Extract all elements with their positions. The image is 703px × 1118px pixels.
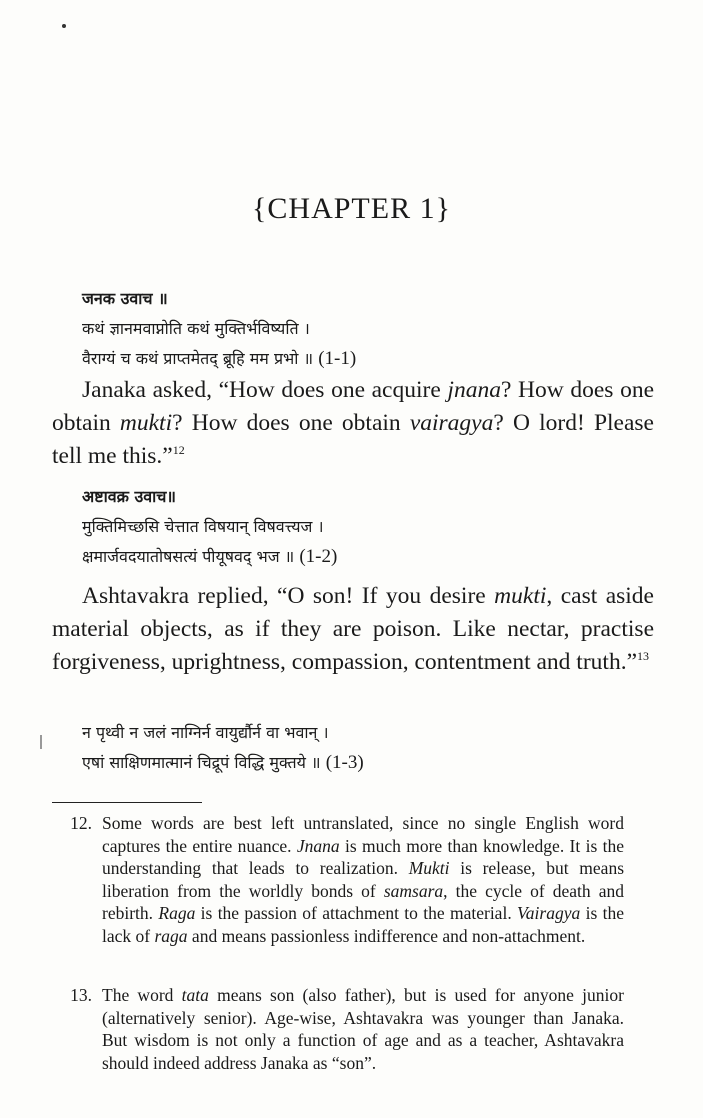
italic-term: mukti: [119, 410, 173, 436]
verse-speaker-janaka: जनक उवाच ॥: [82, 289, 168, 308]
verse-line: [52, 748, 654, 778]
verse-reference: (1-3): [325, 752, 364, 773]
italic-term: vairagya: [409, 410, 494, 436]
italic-term: Mukti: [408, 858, 450, 878]
translation-paragraph-2: [52, 580, 654, 679]
page-speck: [62, 24, 66, 28]
footnote-divider: [52, 802, 202, 803]
italic-term: samsara: [383, 880, 444, 901]
footnote-text: Some words are best left untranslated, since no single English word captures the entire nuance. Jnana is much more than knowledge. It is the understanding that leads to realization. Mukti is release, but means liberation from the worldly bonds of samsara, the cycle of death and rebirth. Raga is the passion of attachment to the material. Vairagya is the lack of raga and means passionless indifference and non-attachment.: [102, 813, 625, 946]
verse-text: वैराग्यं च कथं प्राप्तमेतद् ब्रूहि मम प्रभो ॥: [82, 349, 314, 368]
verse-reference: (1-2): [299, 546, 338, 567]
italic-term: Raga: [158, 903, 196, 923]
footnote-13: [52, 984, 624, 1074]
verse-line: न पृथ्वी न जलं नाग्निर्न वायुर्द्यौर्न वा भवान् ।: [82, 723, 329, 742]
footnote-text: The word tata means son (also father), but is used for anyone junior (alternatively senior). Age-wise, Ashtavakra was younger than Janaka. But wisdom is not only a function of age and as a teacher, Ashtavakra should indeed address Janaka as “son”.: [102, 985, 624, 1073]
footnote-number: 13.: [70, 985, 92, 1005]
footnote-number: 12.: [70, 813, 92, 833]
prose-text: , cast aside material objects, as if they are poison. Like nectar, practise forgiveness, uprightness, compassion, contentment and truth.”: [52, 583, 654, 675]
footnote-marker: 12: [172, 443, 185, 457]
footnote-marker: 13: [637, 649, 649, 663]
verse-line: कथं ज्ञानमवाप्नोति कथं मुक्तिर्भविष्यति ।: [82, 319, 310, 338]
verse-line: [52, 542, 654, 572]
verse-text: एषां साक्षिणमात्मानं चिद्रूपं विद्धि मुक्तये ॥: [82, 753, 321, 772]
verse-1-3: [52, 718, 654, 778]
italic-term: raga: [154, 925, 188, 946]
scan-edge-mark: [40, 735, 42, 749]
prose-text: Janaka asked, “How does one acquire: [82, 377, 448, 403]
verse-text: क्षमार्जवदयातोषसत्यं पीयूषवद् भज ॥: [82, 547, 295, 566]
translation-paragraph-1: [52, 374, 654, 473]
italic-term: jnana: [447, 377, 501, 403]
chapter-title: {CHAPTER 1}: [252, 192, 451, 225]
verse-reference: (1-1): [318, 348, 357, 369]
italic-term: mukti: [494, 583, 547, 609]
footnote-12: [52, 812, 624, 947]
prose-text: ? O lord! Please tell me this.”: [52, 410, 654, 469]
prose-text: Ashtavakra replied, “O son! If you desire: [82, 583, 495, 609]
verse-line: [52, 344, 654, 374]
prose-text: ? How does one obtain: [52, 377, 654, 436]
verse-1-2: [52, 482, 654, 572]
verse-1-1: [52, 284, 654, 374]
verse-speaker-ashtavakra: अष्टावक्र उवाच॥: [82, 487, 177, 506]
italic-term: Jnana: [296, 835, 340, 856]
italic-term: Vairagya: [517, 903, 581, 923]
prose-text: ? How does one obtain: [172, 410, 410, 436]
italic-term: tata: [181, 985, 209, 1005]
verse-line: मुक्तिमिच्छसि चेत्तात विषयान् विषवत्त्यज ।: [82, 517, 324, 536]
